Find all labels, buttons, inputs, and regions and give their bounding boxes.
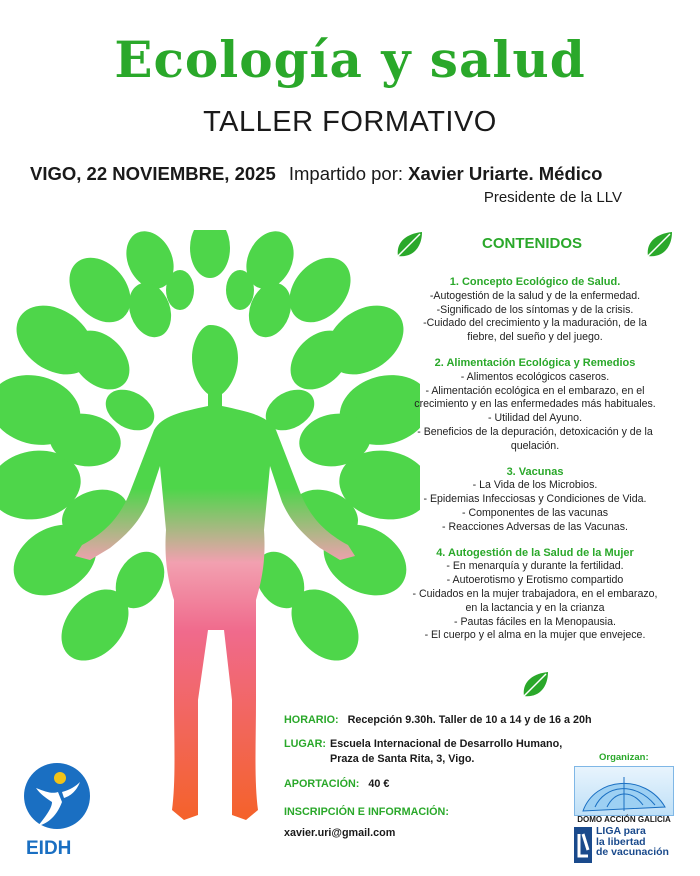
leaf-icon-left [394,230,426,260]
contents-heading: CONTENIDOS [482,235,583,252]
speaker-role: Presidente de la LLV [483,189,622,206]
section-item: - En menarquía y durante la fertilidad. [446,560,624,573]
horario-value: Recepción 9.30h. Taller de 10 a 14 y de 16 a 20h [347,714,592,726]
contents-section [408,276,662,345]
by-label: Impartido por: [288,163,404,184]
contents-section [408,547,662,644]
section-title: 2. Alimentación Ecológica y Remedios [434,356,636,369]
domo-logo [574,766,674,816]
liga-line-3: de vacunación [596,846,669,858]
section-item: - Autoerotismo y Erotismo compartido [446,574,624,587]
section-item: -Autogestión de la salud y de la enfermedad. [429,289,641,302]
section-item: - Beneficios de la depuración, detoxicación y de la quelación. [417,425,653,452]
lugar-label: LUGAR: [284,738,326,750]
aportacion-value: 40 € [368,778,390,790]
eidh-logo [22,758,92,838]
contents-section [408,357,662,454]
poster-subtitle: TALLER FORMATIVO [203,106,497,138]
lugar-line-1: Escuela Internacional de Desarrollo Humano, [330,738,563,750]
section-title: 3. Vacunas [506,465,564,478]
aportacion-label: APORTACIÓN: [284,778,360,790]
section-item: - Pautas fáciles en la Menopausia. [454,615,616,628]
horario-label: HORARIO: [284,714,339,726]
poster-title: Ecología y salud [114,30,586,89]
section-item: - Reacciones Adversas de las Vacunas. [442,520,628,533]
leaf-icon-bottom [520,670,552,700]
event-info [30,163,603,185]
leaf-icon-right [644,230,676,260]
section-title: 4. Autogestión de la Salud de la Mujer [436,546,634,559]
inscripcion-label: INSCRIPCIÓN E INFORMACIÓN: [284,806,449,818]
lugar-line-2: Praza de Santa Rita, 3, Vigo. [330,753,475,765]
liga-line-2: la libertad [596,835,646,848]
section-item: - El cuerpo y el alma en la mujer que envejece. [424,629,646,642]
place-date: VIGO, 22 NOVIEMBRE, 2025 [30,163,276,184]
liga-line-1: LIGA para [596,825,646,837]
section-item: - Alimentos ecológicos caseros. [460,370,610,383]
liga-label [596,826,669,858]
section-item: - Epidemias Infecciosas y Condiciones de Vida. [423,493,647,506]
speaker-name: Xavier Uriarte. Médico [408,163,603,184]
aportacion-row [284,778,389,790]
section-item: - Cuidados en la mujer trabajadora, en el embarazo, en la lactancia y en la crianza [412,587,658,614]
domo-label: DOMO ACCIÓN GALICIA [577,815,671,824]
eidh-label: EIDH [26,838,72,859]
section-item: - Componentes de las vacunas [461,506,609,519]
section-item: -Cuidado del crecimiento y la maduración, de la fiebre, del sueño y del juego. [423,317,647,344]
contents-list [408,276,662,655]
section-item: - Utilidad del Ayuno. [487,412,583,425]
organizers-label: Organizan: [599,752,649,763]
section-title: 1. Concepto Ecológico de Salud. [449,276,621,288]
section-item: - La Vida de los Microbios. [472,479,598,492]
contact-email[interactable]: xavier.uri@gmail.com [284,827,396,839]
horario-row [284,714,592,726]
contents-section [408,466,662,535]
dome-icon [575,767,673,815]
section-item: -Significado de los síntomas y de la crisis. [436,303,634,316]
section-item: - Alimentación ecológica en el embarazo, en el crecimiento y en las enfermedades más habituales. [414,384,656,411]
